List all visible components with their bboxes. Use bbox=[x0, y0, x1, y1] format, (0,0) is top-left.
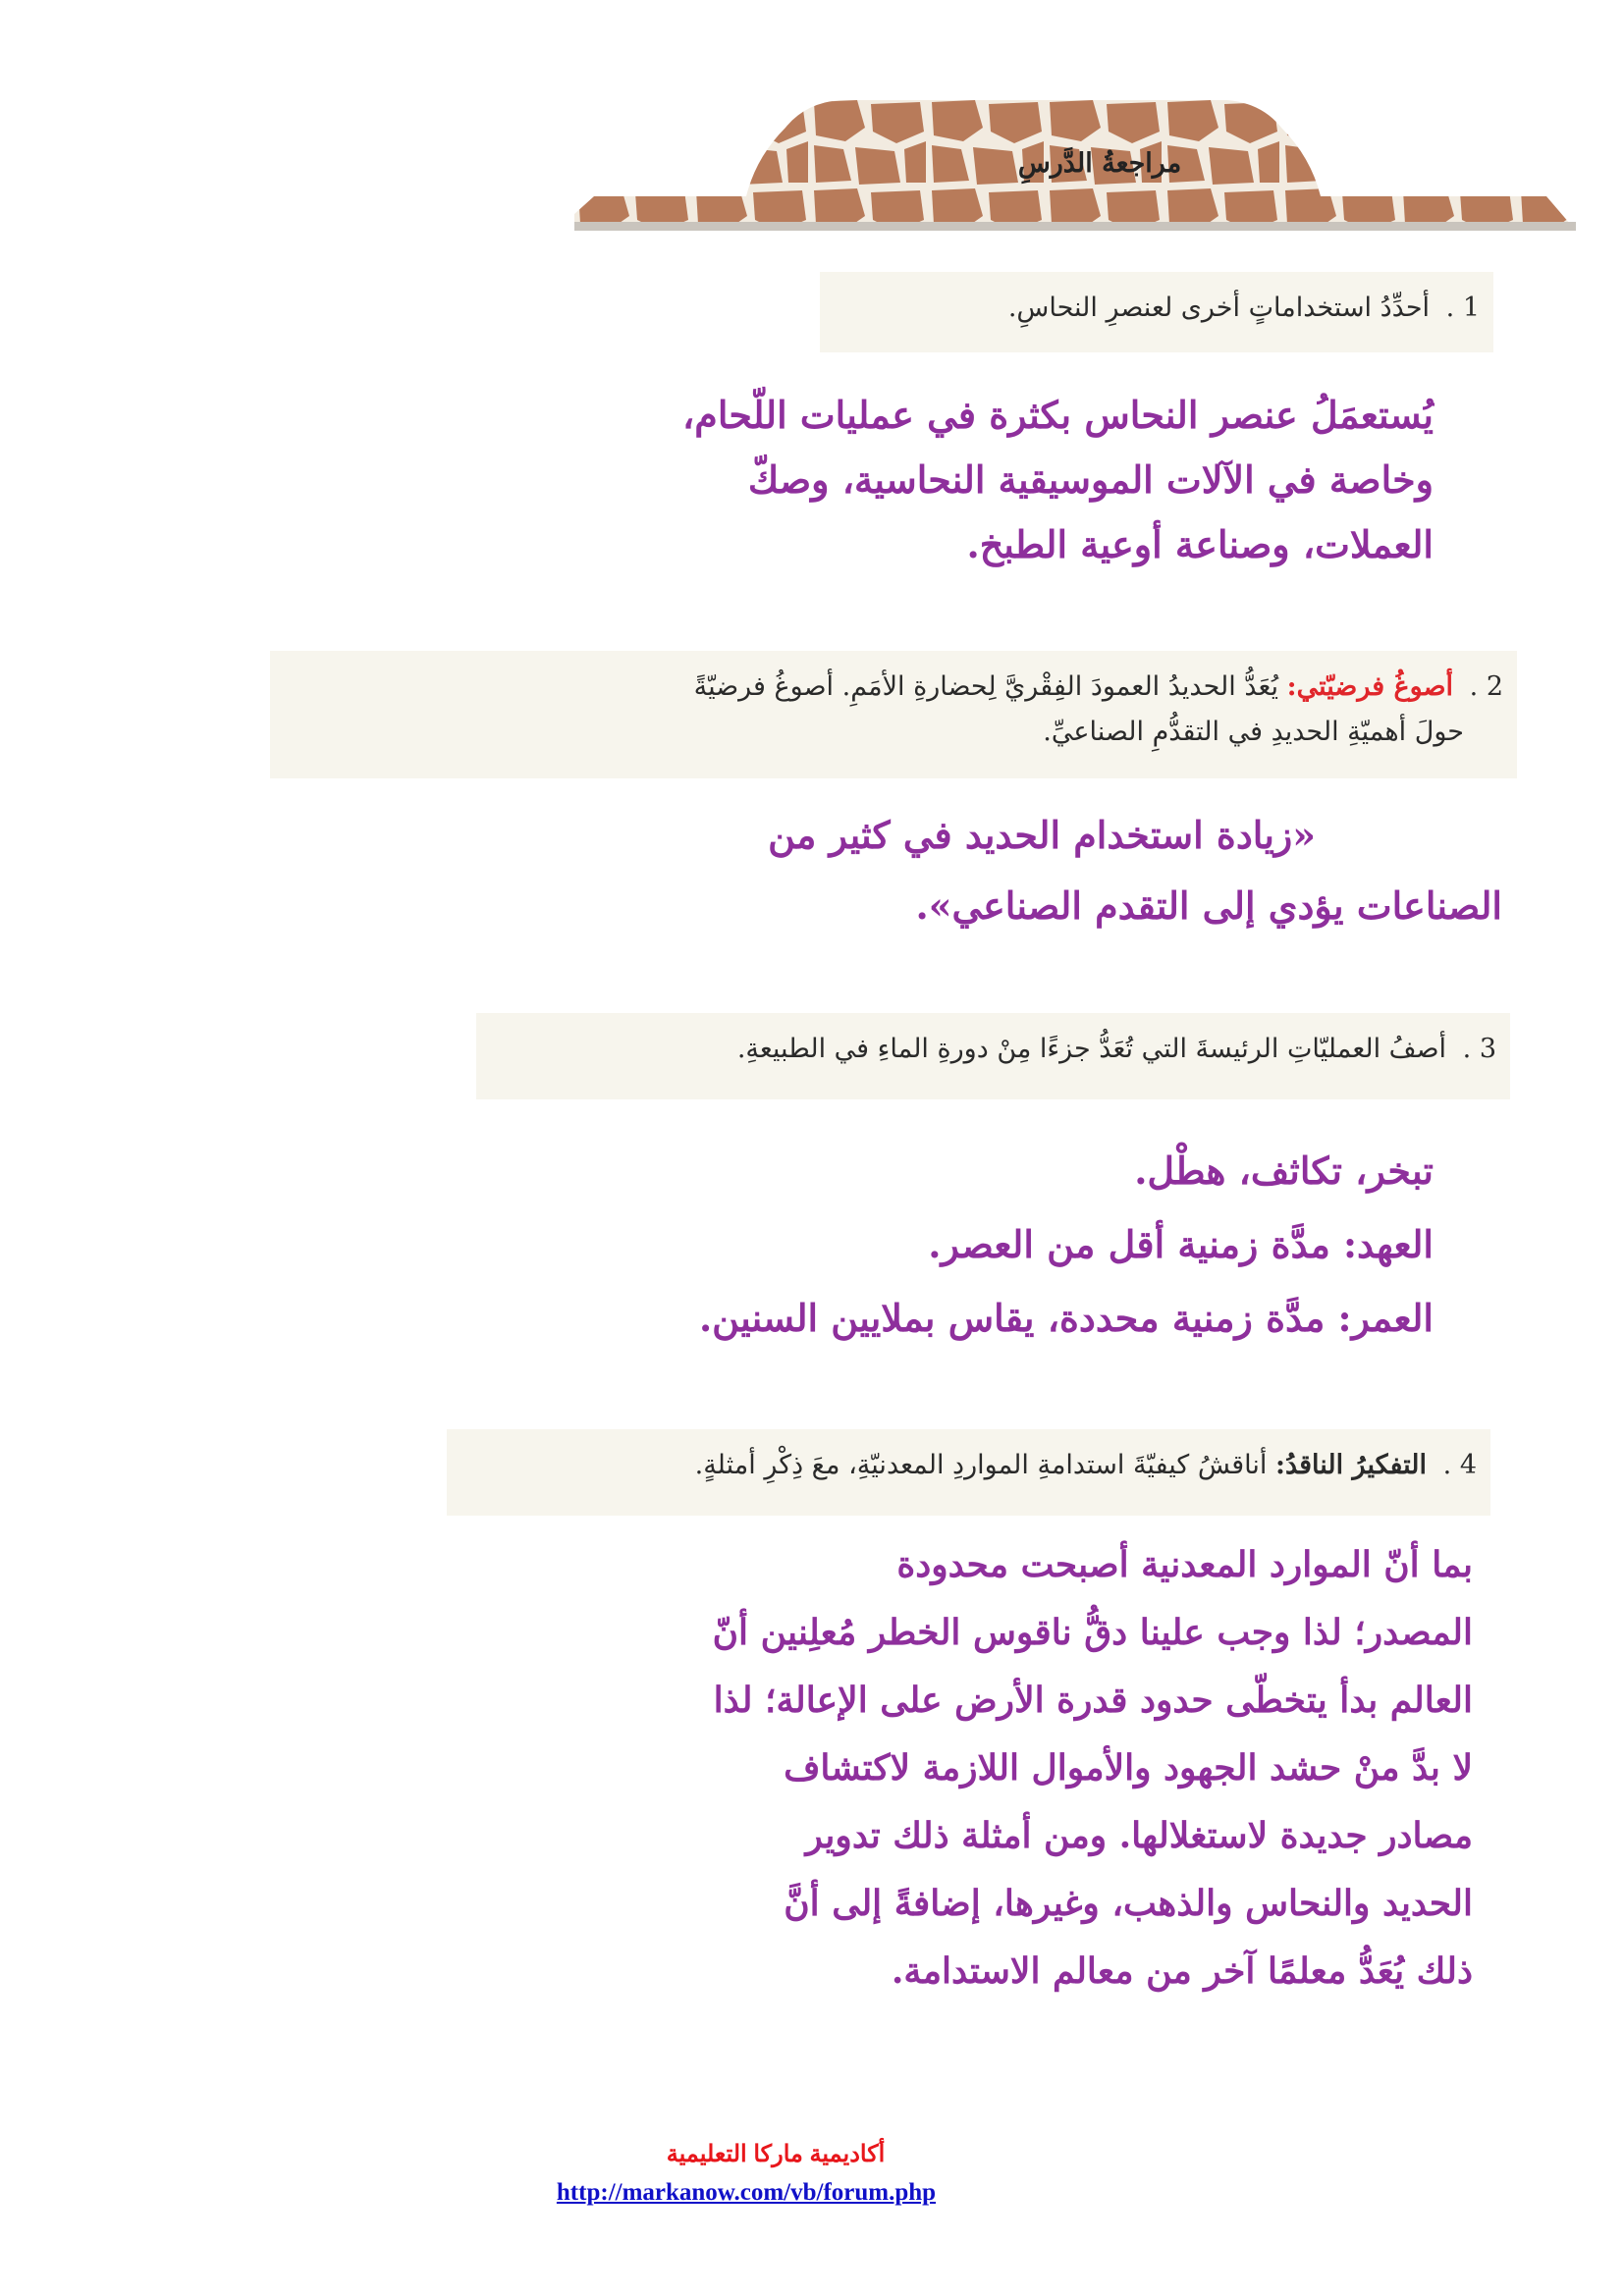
question-4 bbox=[447, 1429, 1490, 1516]
answer-line: الحديد والنحاس والذهب، وغيرها، إضافةً إلى أنَّ bbox=[784, 1883, 1473, 1924]
answer-line: ذلك يُعَدُّ معلمًا آخر من معالم الاستدامة. bbox=[891, 1950, 1473, 1992]
question-text: أصفُ العمليّاتِ الرئيسةَ التي تُعَدُّ جزءًا مِنْ دورةِ الماءِ في الطبيعةِ. bbox=[736, 1034, 1447, 1064]
question-3 bbox=[476, 1013, 1510, 1099]
answer-line: «زيادة استخدام الحديد في كثير من bbox=[768, 813, 1316, 857]
question-text: أحدِّدُ استخداماتٍ أخرى لعنصرِ النحاسِ. bbox=[1007, 293, 1431, 323]
answer-line: مصادر جديدة لاستغلالها. ومن أمثلة ذلك تدوير bbox=[805, 1815, 1473, 1856]
answer-line: وخاصة في الآلات الموسيقية النحاسية، وصكّ bbox=[747, 457, 1434, 502]
section-title: مراجعةُ الدَّرسِ bbox=[1017, 148, 1182, 179]
question-text: أناقشُ كيفيّةَ استدامةِ المواردِ المعدنيّةِ، معَ ذِكْرِ أمثلةٍ. bbox=[694, 1450, 1268, 1480]
answer-line: العملات، وصناعة أوعية الطبخ. bbox=[966, 522, 1434, 566]
question-text: يُعَدُّ الحديدُ العمودَ الفِقْريَّ لِحضارةِ الأمَمِ. أصوغُ فرضيّةً bbox=[693, 671, 1279, 702]
question-line bbox=[284, 665, 1503, 710]
question-number: 2 . bbox=[1469, 671, 1503, 702]
question-1 bbox=[820, 272, 1493, 352]
question-number: 3 . bbox=[1462, 1034, 1496, 1064]
question-number: 1 . bbox=[1445, 293, 1480, 323]
answer-3 bbox=[648, 1134, 1434, 1355]
answer-line: العمر: مدَّة زمنية محددة، يقاس بملايين السنين. bbox=[698, 1296, 1434, 1340]
answer-line: المصدر؛ لذا وجب علينا دقُّ ناقوس الخطر مُعلِنين أنّ bbox=[712, 1612, 1473, 1653]
answer-2 bbox=[638, 800, 1502, 941]
footer-forum-link[interactable]: http://markanow.com/vb/forum.php bbox=[556, 2179, 937, 2206]
question-2 bbox=[270, 651, 1517, 778]
answer-1 bbox=[682, 383, 1434, 577]
footer-academy-name: أكاديمية ماركا التعليمية bbox=[666, 2141, 886, 2167]
question-highlight: أصوغُ فرضيّتي: bbox=[1286, 671, 1454, 702]
answer-line: العهد: مدَّة زمنية أقل من العصر. bbox=[928, 1222, 1434, 1266]
answer-line: العالم بدأ يتخطّى حدود قدرة الأرض على الإعالة؛ لذا bbox=[713, 1680, 1473, 1721]
question-highlight: التفكيرُ الناقدُ: bbox=[1275, 1450, 1428, 1480]
answer-line: بما أنّ الموارد المعدنية أصبحت محدودة bbox=[896, 1544, 1473, 1585]
answer-line: تبخر، تكاثف، هطْل. bbox=[1134, 1148, 1434, 1193]
answer-line: الصناعات يؤدي إلى التقدم الصناعي». bbox=[915, 883, 1502, 928]
question-text: حولَ أهميّةِ الحديدِ في التقدُّمِ الصناعيِّ. bbox=[1043, 717, 1464, 747]
answer-line: يُستعمَلُ عنصر النحاس بكثرة في عمليات اللّحام، bbox=[682, 393, 1434, 437]
answer-line: لا بدَّ منْ حشد الجهود والأموال اللازمة لاكتشاف bbox=[784, 1747, 1473, 1789]
answer-4 bbox=[569, 1531, 1473, 2005]
question-line bbox=[284, 710, 1503, 755]
question-number: 4 . bbox=[1442, 1450, 1477, 1480]
